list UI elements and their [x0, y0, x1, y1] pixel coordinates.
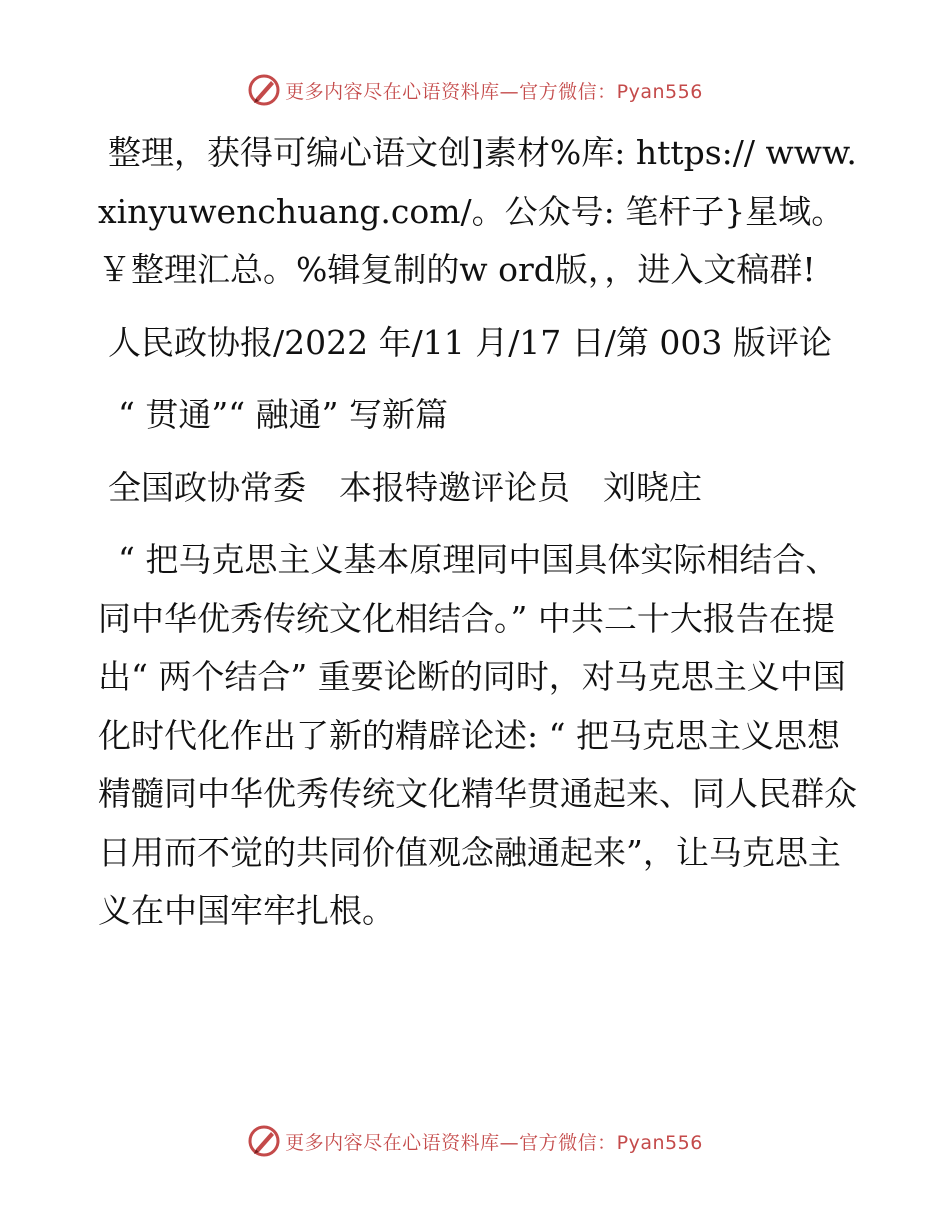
document-body — [98, 124, 858, 955]
pen-logo-icon — [247, 73, 281, 107]
body-paragraph: “ 把马克思主义基本原理同中国具体实际相结合、同中华优秀传统文化相结合。” 中共二十大报告在提出“ 两个结合” 重要论断的同时，对马克思主义中国化时代化作出了新的精辟论述: “ 把马克思主义思想精髓同中华优秀传统文化精华贯通起来、同人民群众日用而不觉的共同价值观念融通起来”，让马克思主义在中国牢牢扎根。 — [98, 540, 857, 930]
footer-banner-text: 更多内容尽在心语资料库—官方微信：Pyan556 — [285, 1131, 703, 1154]
header-banner — [0, 70, 950, 110]
byline: 全国政协常委 本报特邀评论员 刘晓庄 — [108, 467, 702, 507]
source-line: 人民政协报/2022 年/11 月/17 日/第 003 版评论 — [108, 322, 832, 362]
footer-banner — [0, 1121, 950, 1161]
header-banner-text: 更多内容尽在心语资料库—官方微信：Pyan556 — [285, 80, 703, 103]
article-title: “ 贯通”“ 融通” 写新篇 — [118, 395, 448, 434]
pen-logo-icon — [247, 1124, 281, 1158]
intro-paragraph: 整理，获得可编心语文创]素材%库: https:// www.xinyuwenchuang.com/。公众号: 笔杆子}星域。￥整理汇总。%辑复制的w ord版，，进入文稿群! — [98, 133, 857, 289]
